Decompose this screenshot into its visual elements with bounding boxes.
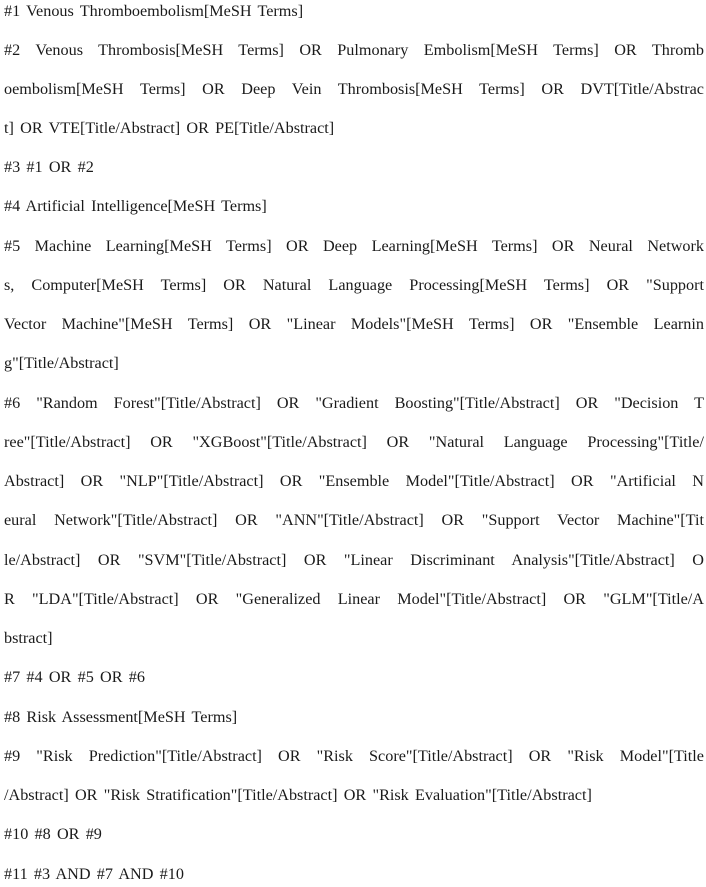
line-query-9-part-2: /Abstract] OR "Risk Stratification"[Title/Abstract] OR "Risk Evaluation"[Title/Abstract]: [4, 786, 592, 804]
line-query-2-part-1: #2 Venous Thrombosis[MeSH Terms] OR Pulmonary Embolism[MeSH Terms] OR Thromb: [4, 41, 704, 59]
line-query-5-part-3: Vector Machine"[MeSH Terms] OR "Linear Models"[MeSH Terms] OR "Ensemble Learnin: [4, 315, 704, 333]
line-query-6-part-7: bstract]: [4, 629, 53, 647]
line-query-6-part-1: #6 "Random Forest"[Title/Abstract] OR "Gradient Boosting"[Title/Abstract] OR "Decision T: [4, 394, 704, 412]
line-query-6-part-4: eural Network"[Title/Abstract] OR "ANN"[Title/Abstract] OR "Support Vector Machine"[Tit: [4, 511, 704, 529]
line-query-10: #10 #8 OR #9: [4, 825, 102, 843]
line-query-5-part-2: s, Computer[MeSH Terms] OR Natural Language Processing[MeSH Terms] OR "Support: [4, 276, 704, 294]
line-query-4: #4 Artificial Intelligence[MeSH Terms]: [4, 197, 267, 215]
line-query-1: #1 Venous Thromboembolism[MeSH Terms]: [4, 2, 304, 20]
line-query-7: #7 #4 OR #5 OR #6: [4, 668, 145, 686]
line-query-5-part-4: g"[Title/Abstract]: [4, 354, 119, 372]
line-query-6-part-3: Abstract] OR "NLP"[Title/Abstract] OR "Ensemble Model"[Title/Abstract] OR "Artificial N: [4, 472, 704, 490]
line-query-8: #8 Risk Assessment[MeSH Terms]: [4, 708, 238, 726]
line-query-5-part-1: #5 Machine Learning[MeSH Terms] OR Deep Learning[MeSH Terms] OR Neural Network: [4, 237, 704, 255]
line-query-3: #3 #1 OR #2: [4, 158, 94, 176]
line-query-11: #11 #3 AND #7 AND #10: [4, 865, 184, 883]
line-query-2-part-2: oembolism[MeSH Terms] OR Deep Vein Thrombosis[MeSH Terms] OR DVT[Title/Abstrac: [4, 80, 704, 98]
line-query-2-part-3: t] OR VTE[Title/Abstract] OR PE[Title/Abstract]: [4, 119, 335, 137]
line-query-9-part-1: #9 "Risk Prediction"[Title/Abstract] OR "Risk Score"[Title/Abstract] OR "Risk Model"[Title: [4, 747, 704, 765]
line-query-6-part-6: R "LDA"[Title/Abstract] OR "Generalized Linear Model"[Title/Abstract] OR "GLM"[Title/A: [4, 590, 704, 608]
line-query-6-part-2: ree"[Title/Abstract] OR "XGBoost"[Title/Abstract] OR "Natural Language Processing"[Title/: [4, 433, 704, 451]
line-query-6-part-5: le/Abstract] OR "SVM"[Title/Abstract] OR "Linear Discriminant Analysis"[Title/Abstract] O: [4, 551, 704, 569]
